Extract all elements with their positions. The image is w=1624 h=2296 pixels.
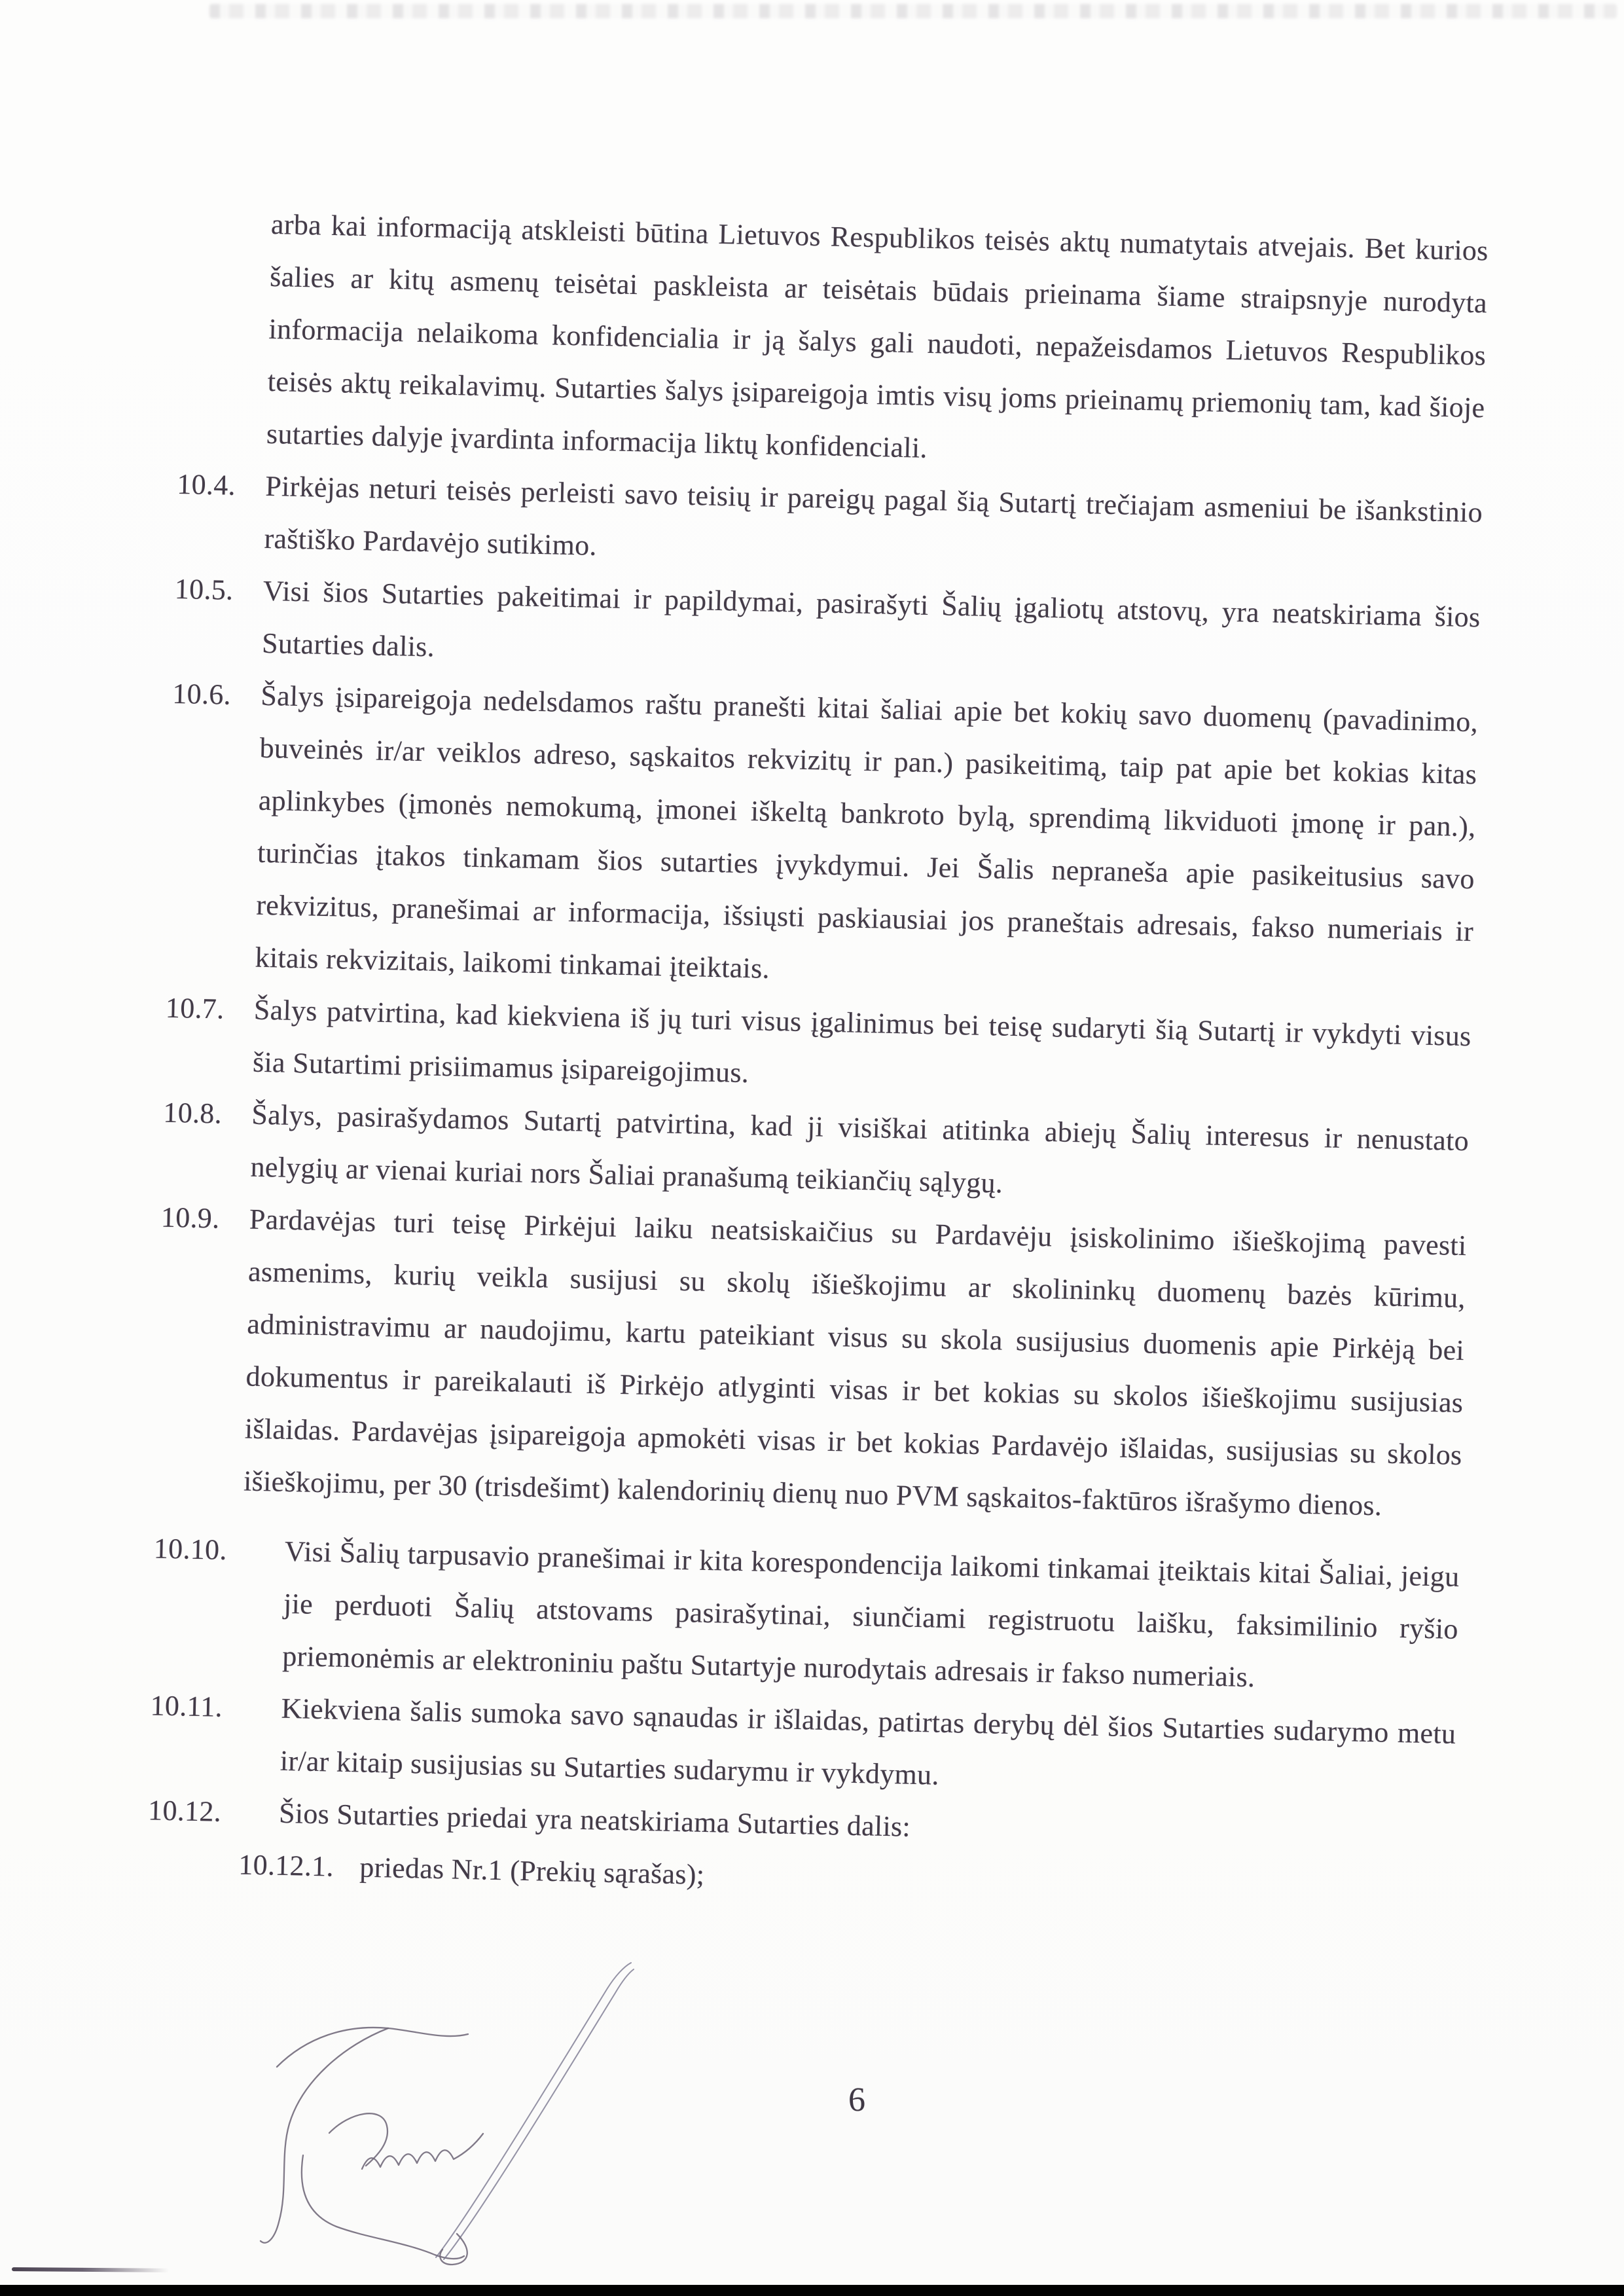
clause-number: 10.9. — [160, 1201, 220, 1235]
clause-text: Visi Šalių tarpusavio pranešimai ir kita korespondencija laikomi tinkamai įteiktais kitai Šaliai, jeigu jie perduoti Šalių atstovams pasirašytinai, siunčiami registruotu laišku, faksimilinio ryšio priemonėmis ar elektroniniu paštu Sutartyje nurodytais adresais ir fakso numeriais. — [281, 1535, 1460, 1694]
clause-number: 10.6. — [171, 677, 232, 711]
scan-artifact-bottom-line — [12, 2267, 169, 2272]
clause-text: Pirkėjas neturi teisės perleisti savo teisių ir pareigų pagal šią Sutartį trečiajam asmeniui be išankstinio raštiško Pardavėjo sutikimo. — [264, 469, 1483, 562]
clause-number: 10.10. — [153, 1532, 228, 1566]
clause-number: 10.5. — [174, 572, 234, 606]
intro-paragraph: arba kai informaciją atskleisti būtina Lietuvos Respublikos teisės aktų numatytais atvejais. Bet kurios šalies ar kitų asmenų teisėtai paskleista ar teisėtais būdais prieinama šiame straipsnyje nurodyta informacija nelaikoma konfidencialia ir ją šalys gali naudoti, nepažeisdamos Lietuvos Respublikos teisės aktų reikalavimų. Sutarties šalys įsipareigoja imtis visų joms prieinamų priemonių tam, kad šioje sutarties dalyje įvardinta informacija liktų konfidenciali. — [266, 208, 1489, 464]
clause-text: Šalys patvirtina, kad kiekviena iš jų turi visus įgalinimus bei teisę sudaryti šią Sutartį ir vykdyti visus šia Sutartimi prisiimamus įsipareigojimus. — [252, 993, 1472, 1089]
scan-artifact-bottom-bar — [0, 2285, 1624, 2296]
clause-text: Kiekviena šalis sumoka savo sąnaudas ir išlaidas, patirtas derybų dėl šios Sutarties sudarymo metu ir/ar kitaip susijusias su Sutarties sudarymu ir vykdymu. — [280, 1692, 1456, 1791]
clause-number: 10.12. — [147, 1794, 222, 1828]
clause-number: 10.8. — [162, 1096, 223, 1130]
page-number: 6 — [848, 2081, 865, 2119]
clause-number: 10.11. — [150, 1689, 223, 1723]
signature-strokes — [241, 1959, 712, 2267]
clause-10-6 — [166, 668, 1479, 1010]
clause-number: 10.12.1. — [238, 1848, 334, 1883]
clause-number: 10.7. — [165, 991, 225, 1025]
document-body — [147, 196, 1489, 1918]
clause-text: Visi šios Sutarties pakeitimai ir papildymai, pasirašyti Šalių įgaliotų atstovų, yra neatskiriama šios Sutarties dalis. — [261, 574, 1481, 663]
clause-10-10 — [151, 1523, 1460, 1708]
clause-text: Pardavėjas turi teisę Pirkėjui laiku neatsiskaičius su Pardavėju įsiskolinimo išieškojimą pavesti asmenims, kurių veikla susijusi su skolų išieškojimu ar skolininkų duomenų bazės kūrimu, administravimu ar naudojimu, kartu pateikiant visus su skola susijusius duomenis apie Pirkėją bei dokumentus ir pareikalauti iš Pirkėjo atlyginti visas ir bet kokias su skolos išieškojimu susijusias išlaidas. Pardavėjas įsipareigoja apmokėti visas ir bet kokias Pardavėjo išlaidas, susijusias su skolos išieškojimu, per 30 (trisdešimt) kalendorinių dienų nuo PVM sąskaitos-faktūros išrašymo dienos. — [243, 1203, 1468, 1522]
clause-text: Šalys, pasirašydamos Sutartį patvirtina, kad ji visiškai atitinka abiejų Šalių interesus ir nenustato nelygių ar vienai kuriai nors Šaliai pranašumą teikiančių sąlygų. — [250, 1098, 1470, 1199]
scan-artifact-top-streak — [209, 4, 1617, 18]
clause-list — [147, 458, 1483, 1918]
handwritten-signature — [241, 1959, 712, 2267]
clause-number: 10.4. — [176, 467, 236, 501]
clause-text: Šios Sutarties priedai yra neatskiriama Sutarties dalis: — [278, 1796, 911, 1843]
clause-text: Šalys įsipareigoja nedelsdamos raštu pranešti kitai šaliai apie bet kokių savo duomenų (pavadinimo, buveinės ir/ar veiklos adreso, sąskaitos rekvizitų ir pan.) pasikeitimą, taip pat apie bet kokias kitas aplinkybes (įmonės nemokumą, įmonei iškeltą bankroto bylą, sprendimą likviduoti įmonę ir pan.), turinčias įtakos tinkamam šios sutarties įvykdymui. Jei Šalis nepraneša apie pasikeitusius savo rekvizitus, pranešimai ar informacija, išsiųsti paskiausiai jos praneštais adresais, fakso numeriais ir kitais rekvizitais, laikomi tinkamai įteiktais. — [255, 679, 1479, 985]
clause-10-9 — [154, 1192, 1467, 1534]
clause-text: priedas Nr.1 (Prekių sąrašas); — [359, 1851, 705, 1891]
